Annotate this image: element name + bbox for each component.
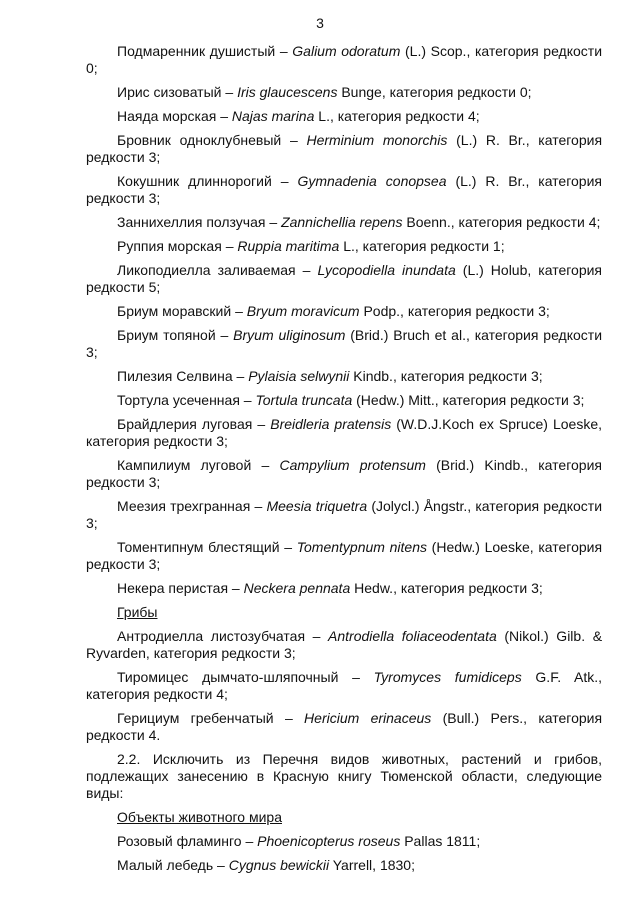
species-entry: Кампилиум луговой – Campylium protensum (Brid.) Kindb., категория редкости 3; bbox=[86, 457, 602, 490]
russian-name: Тиромицес дымчато-шляпочный bbox=[117, 669, 339, 685]
author-citation: (Nikol.) Gilb. & Ryvarden bbox=[86, 628, 603, 661]
latin-name: Meesia triquetra bbox=[266, 498, 368, 514]
latin-name: Pylaisia selwynii bbox=[248, 368, 350, 384]
species-entry bbox=[86, 857, 602, 874]
species-entry: Наяда морская – Najas marina L., категория редкости 4; bbox=[117, 108, 480, 124]
dash: – bbox=[217, 857, 225, 873]
species-entry bbox=[86, 833, 602, 850]
russian-name: Подмаренник душистый bbox=[117, 43, 276, 59]
dash: – bbox=[312, 628, 321, 644]
dash: – bbox=[352, 669, 360, 685]
rarity-category: категория редкости 4; bbox=[337, 108, 480, 124]
species-entry: Бровник одноклубневый – Herminium monorchis (L.) R. Br., категория редкости 3; bbox=[86, 132, 603, 165]
dash: – bbox=[225, 238, 234, 254]
species-entry: Подмаренник душистый – Galium odoratum (L.) Scop., категория редкости 0; bbox=[86, 43, 603, 76]
russian-name: Тортула усеченная bbox=[117, 392, 240, 408]
dash: – bbox=[280, 173, 289, 189]
author-citation: (L.) Holub bbox=[462, 262, 528, 278]
dash: – bbox=[243, 392, 252, 408]
latin-name: Antrodiella foliaceodentata bbox=[328, 628, 497, 644]
species-entry: Герициум гребенчатый – Hericium erinaceus (Bull.) Pers., категория редкости 4. bbox=[86, 710, 603, 743]
rarity-category: категория редкости 3; bbox=[86, 433, 228, 449]
latin-name: Neckera pennata bbox=[243, 580, 351, 596]
fungi-list bbox=[86, 628, 602, 744]
dash: – bbox=[284, 710, 293, 726]
dash: – bbox=[279, 43, 288, 59]
section-2-2: 2.2. Исключить из Перечня видов животных, растений и грибов, подлежащих занесению в Красную книгу Тюменской области, следующие виды: bbox=[86, 751, 602, 801]
author-citation: (Brid.) Kindb. bbox=[436, 457, 525, 473]
russian-name: Герициум гребенчатый bbox=[117, 710, 274, 726]
species-entry: Ликоподиелла заливаемая – Lycopodiella inundata (L.) Holub, категория редкости 5; bbox=[86, 262, 603, 295]
rarity-category: категория редкости 4; bbox=[86, 686, 228, 702]
latin-name: Tyromyces fumidiceps bbox=[373, 669, 522, 685]
latin-name: Lycopodiella inundata bbox=[317, 262, 456, 278]
dash: – bbox=[231, 580, 240, 596]
animals-heading: Объекты животного мира bbox=[117, 809, 282, 825]
author-citation: (L.) R. Br. bbox=[455, 173, 526, 189]
species-entry: Брайдлерия луговая – Breidleria pratensis (W.D.J.Koch ex Spruce) Loeske, категория редкости 3; bbox=[86, 416, 603, 449]
species-entry: Антродиелла листозубчатая – Antrodiella foliaceodentata (Nikol.) Gilb. & Ryvarden, категория редкости 3; bbox=[86, 628, 603, 661]
author-citation: (L.) R. Br. bbox=[456, 132, 526, 148]
russian-name: Наяда морская bbox=[117, 108, 217, 124]
species-entry: Кокушник длиннорогий – Gymnadenia conopsea (L.) R. Br., категория редкости 3; bbox=[86, 173, 602, 206]
rarity-category: категория редкости 3; bbox=[86, 457, 602, 490]
rarity-category: категория редкости 3; bbox=[86, 327, 603, 360]
russian-name: Кокушник длиннорогий bbox=[117, 173, 272, 189]
author-citation: L. bbox=[343, 238, 355, 254]
latin-name: Hericium erinaceus bbox=[304, 710, 432, 726]
latin-name: Campylium protensum bbox=[279, 457, 426, 473]
russian-name: Некера перистая bbox=[117, 580, 229, 596]
document-content bbox=[86, 43, 602, 881]
latin-name: Breidleria pratensis bbox=[270, 416, 392, 432]
russian-name: Брайдлерия луговая bbox=[117, 416, 253, 432]
russian-name: Малый лебедь bbox=[117, 857, 214, 873]
latin-name: Phoenicopterus roseus bbox=[257, 833, 401, 849]
latin-name: Tomentypnum nitens bbox=[296, 539, 427, 555]
species-entry: Бриум моравский – Bryum moravicum Podp., категория редкости 3; bbox=[117, 303, 550, 319]
species-entry: Некера перистая – Neckera pennata Hedw., категория редкости 3; bbox=[117, 580, 543, 596]
species-entry: Тортула усеченная – Tortula truncata (Hedw.) Mitt., категория редкости 3; bbox=[117, 392, 585, 408]
author-citation: (Hedw.) Loeske bbox=[431, 539, 530, 555]
dash: – bbox=[254, 498, 263, 514]
species-entry: Заннихеллия ползучая – Zannichellia repens Boenn., категория редкости 4; bbox=[117, 214, 601, 230]
author-citation: (Bull.) Pers. bbox=[442, 710, 524, 726]
russian-name: Кампилиум луговой bbox=[117, 457, 252, 473]
author-citation: (Brid.) Bruch et al. bbox=[350, 327, 466, 343]
russian-name: Пилезия Селвина bbox=[117, 368, 233, 384]
dash: – bbox=[289, 132, 298, 148]
russian-name: Ирис сизоватый bbox=[117, 84, 222, 100]
russian-name: Бриум моравский bbox=[117, 303, 232, 319]
species-entry: Руппия морская – Ruppia maritima L., категория редкости 1; bbox=[117, 238, 505, 254]
rarity-category: категория редкости 0; bbox=[389, 84, 532, 100]
russian-name: Антродиелла листозубчатая bbox=[117, 628, 306, 644]
rarity-category: категория редкости 3; bbox=[86, 539, 603, 572]
page-number: 3 bbox=[316, 15, 324, 31]
russian-name: Меезия трехгранная bbox=[117, 498, 251, 514]
author-citation: (L.) Scop. bbox=[405, 43, 467, 59]
russian-name: Руппия морская bbox=[117, 238, 222, 254]
species-entry: Бриум топяной – Bryum uliginosum (Brid.) Bruch et al., категория редкости 3; bbox=[86, 327, 603, 360]
species-entry: Тиромицес дымчато-шляпочный – Tyromyces fumidiceps G.F. Atk., категория редкости 4; bbox=[86, 669, 603, 702]
rarity-category: категория редкости 3; bbox=[407, 303, 550, 319]
rarity-category: категория редкости 5; bbox=[86, 262, 603, 295]
latin-name: Herminium monorchis bbox=[306, 132, 448, 148]
species-list bbox=[86, 43, 602, 597]
author-citation: Yarrell, 1830; bbox=[332, 857, 415, 873]
author-citation: Kindb. bbox=[353, 368, 393, 384]
species-entry: Пилезия Селвина – Pylaisia selwynii Kindb., категория редкости 3; bbox=[117, 368, 543, 384]
author-citation: Podp. bbox=[363, 303, 401, 319]
latin-name: Bryum uliginosum bbox=[233, 327, 346, 343]
author-citation: Boenn. bbox=[406, 214, 451, 230]
dash: – bbox=[225, 84, 234, 100]
rarity-category: категория редкости 3; bbox=[86, 173, 602, 206]
dash: – bbox=[220, 327, 229, 343]
dash: – bbox=[261, 457, 270, 473]
author-citation: (Jolycl.) Ångstr. bbox=[371, 498, 468, 514]
latin-name: Najas marina bbox=[231, 108, 315, 124]
dash: – bbox=[236, 368, 245, 384]
author-citation: Pallas 1811; bbox=[404, 833, 481, 849]
dash: – bbox=[302, 262, 311, 278]
dash: – bbox=[235, 303, 243, 319]
dash: – bbox=[284, 539, 293, 555]
animals-list bbox=[86, 833, 602, 874]
russian-name: Заннихеллия ползучая bbox=[117, 214, 266, 230]
dash: – bbox=[245, 833, 254, 849]
latin-name: Ruppia maritima bbox=[237, 238, 340, 254]
rarity-category: категория редкости 3; bbox=[153, 645, 296, 661]
species-entry: Томентипнум блестящий – Tomentypnum nitens (Hedw.) Loeske, категория редкости 3; bbox=[86, 539, 603, 572]
russian-name: Розовый фламинго bbox=[117, 833, 242, 849]
dash: – bbox=[220, 108, 229, 124]
author-citation: G.F. Atk. bbox=[535, 669, 599, 685]
latin-name: Galium odoratum bbox=[292, 43, 401, 59]
latin-name: Bryum moravicum bbox=[246, 303, 360, 319]
rarity-category: категория редкости 3; bbox=[86, 498, 603, 531]
rarity-category: категория редкости 3; bbox=[442, 392, 585, 408]
species-entry: Ирис сизоватый – Iris glaucescens Bunge, категория редкости 0; bbox=[117, 84, 532, 100]
rarity-category: категория редкости 0; bbox=[86, 43, 603, 76]
rarity-category: категория редкости 1; bbox=[362, 238, 505, 254]
species-entry: Меезия трехгранная – Meesia triquetra (Jolycl.) Ångstr., категория редкости 3; bbox=[86, 498, 603, 531]
latin-name: Cygnus bewickii bbox=[228, 857, 330, 873]
author-citation: (Hedw.) Mitt. bbox=[356, 392, 435, 408]
author-citation: L. bbox=[318, 108, 330, 124]
russian-name: Томентипнум блестящий bbox=[117, 539, 280, 555]
latin-name: Tortula truncata bbox=[255, 392, 353, 408]
russian-name: Бриум топяной bbox=[117, 327, 216, 343]
fungi-heading: Грибы bbox=[117, 604, 158, 620]
rarity-category: категория редкости 4; bbox=[458, 214, 601, 230]
author-citation: Hedw. bbox=[354, 580, 394, 596]
rarity-category: категория редкости 3; bbox=[400, 580, 543, 596]
author-citation: (W.D.J.Koch ex Spruce) Loeske bbox=[396, 416, 599, 432]
russian-name: Ликоподиелла заливаемая bbox=[117, 262, 296, 278]
dash: – bbox=[269, 214, 278, 230]
latin-name: Gymnadenia conopsea bbox=[297, 173, 447, 189]
rarity-category: категория редкости 3; bbox=[86, 132, 603, 165]
latin-name: Zannichellia repens bbox=[281, 214, 403, 230]
dash: – bbox=[257, 416, 266, 432]
rarity-category: категория редкости 3; bbox=[400, 368, 543, 384]
latin-name: Iris glaucescens bbox=[237, 84, 338, 100]
author-citation: Bunge bbox=[341, 84, 382, 100]
rarity-category: категория редкости 4. bbox=[86, 710, 603, 743]
russian-name: Бровник одноклубневый bbox=[117, 132, 282, 148]
